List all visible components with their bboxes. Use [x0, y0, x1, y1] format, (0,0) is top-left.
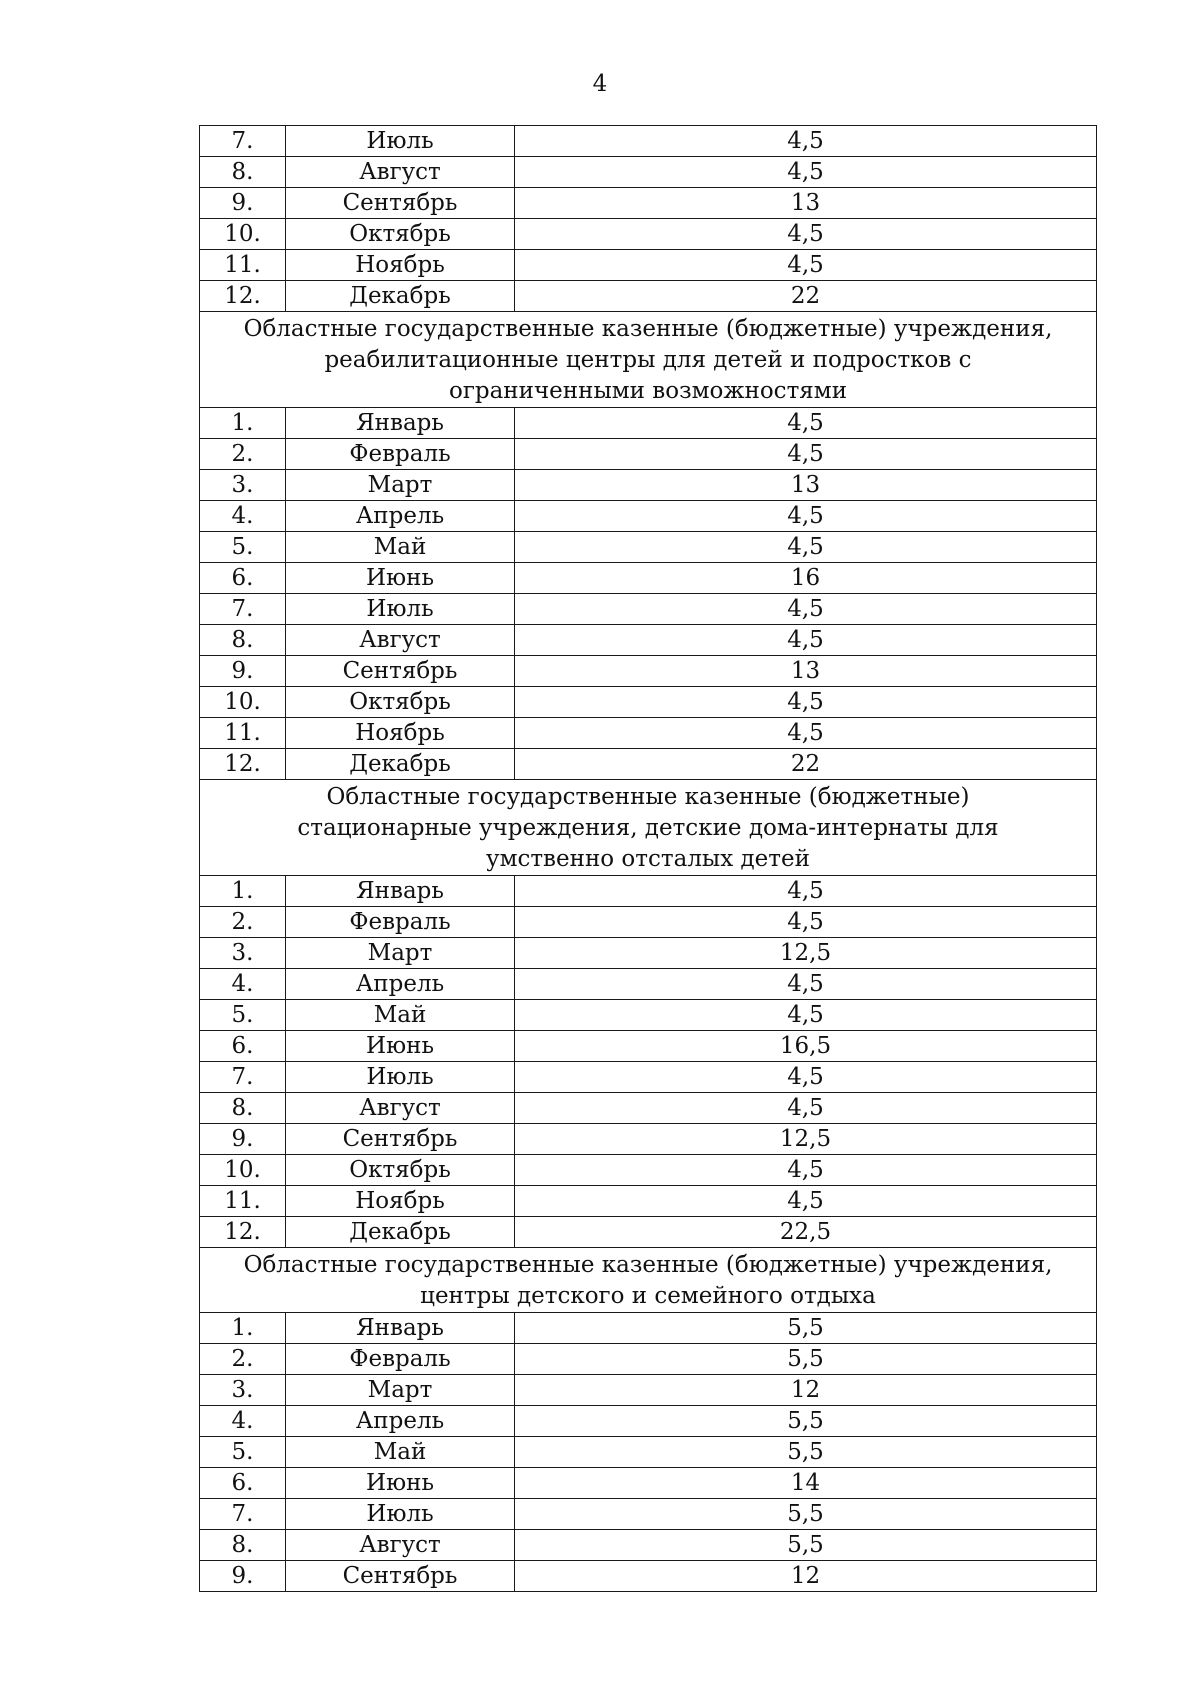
value: 4,5 — [515, 594, 1097, 625]
month-name: Июнь — [286, 1468, 515, 1499]
table-row — [200, 938, 1097, 969]
section-heading-row — [200, 1248, 1097, 1313]
value: 4,5 — [515, 532, 1097, 563]
month-name: Октябрь — [286, 219, 515, 250]
row-number: 5. — [200, 1000, 286, 1031]
month-name: Октябрь — [286, 1155, 515, 1186]
value: 12,5 — [515, 1124, 1097, 1155]
table-row — [200, 1468, 1097, 1499]
value: 5,5 — [515, 1499, 1097, 1530]
table-row — [200, 1499, 1097, 1530]
row-number: 4. — [200, 501, 286, 532]
table-row — [200, 969, 1097, 1000]
table-row — [200, 1344, 1097, 1375]
month-name: Декабрь — [286, 749, 515, 780]
month-name: Март — [286, 1375, 515, 1406]
row-number: 9. — [200, 1124, 286, 1155]
month-name: Июнь — [286, 1031, 515, 1062]
value: 5,5 — [515, 1437, 1097, 1468]
value: 4,5 — [515, 876, 1097, 907]
table-row — [200, 749, 1097, 780]
value: 4,5 — [515, 501, 1097, 532]
value: 22 — [515, 281, 1097, 312]
section-heading: Областные государственные казенные (бюджетные) учреждения, центры детского и семейного отдыха — [200, 1248, 1097, 1313]
month-name: Сентябрь — [286, 188, 515, 219]
row-number: 8. — [200, 625, 286, 656]
row-number: 10. — [200, 1155, 286, 1186]
month-name: Ноябрь — [286, 1186, 515, 1217]
value: 22 — [515, 749, 1097, 780]
value: 4,5 — [515, 219, 1097, 250]
row-number: 9. — [200, 188, 286, 219]
table-row — [200, 188, 1097, 219]
month-name: Март — [286, 470, 515, 501]
row-number: 7. — [200, 126, 286, 157]
row-number: 12. — [200, 281, 286, 312]
page-number: 4 — [592, 71, 608, 97]
value: 4,5 — [515, 1155, 1097, 1186]
row-number: 3. — [200, 1375, 286, 1406]
value: 16 — [515, 563, 1097, 594]
schedule-table — [199, 125, 1097, 1592]
table-row — [200, 1217, 1097, 1248]
table-row — [200, 1375, 1097, 1406]
table-row — [200, 470, 1097, 501]
month-name: Июль — [286, 126, 515, 157]
table-row — [200, 563, 1097, 594]
value: 4,5 — [515, 969, 1097, 1000]
value: 5,5 — [515, 1406, 1097, 1437]
month-name: Февраль — [286, 1344, 515, 1375]
table-row — [200, 1000, 1097, 1031]
row-number: 5. — [200, 532, 286, 563]
row-number: 10. — [200, 687, 286, 718]
value: 5,5 — [515, 1313, 1097, 1344]
value: 13 — [515, 470, 1097, 501]
month-name: Март — [286, 938, 515, 969]
month-name: Июнь — [286, 563, 515, 594]
month-name: Январь — [286, 408, 515, 439]
row-number: 12. — [200, 1217, 286, 1248]
row-number: 11. — [200, 1186, 286, 1217]
value: 4,5 — [515, 157, 1097, 188]
month-name: Ноябрь — [286, 250, 515, 281]
value: 4,5 — [515, 1093, 1097, 1124]
table-row — [200, 532, 1097, 563]
month-name: Май — [286, 1000, 515, 1031]
table-row — [200, 1093, 1097, 1124]
schedule-table-body — [200, 126, 1097, 1592]
row-number: 7. — [200, 1499, 286, 1530]
table-row — [200, 219, 1097, 250]
table-row — [200, 876, 1097, 907]
row-number: 9. — [200, 656, 286, 687]
row-number: 4. — [200, 969, 286, 1000]
table-row — [200, 1031, 1097, 1062]
row-number: 11. — [200, 250, 286, 281]
month-name: Декабрь — [286, 1217, 515, 1248]
table-row — [200, 718, 1097, 749]
month-name: Август — [286, 625, 515, 656]
month-name: Август — [286, 157, 515, 188]
month-name: Январь — [286, 1313, 515, 1344]
row-number: 6. — [200, 563, 286, 594]
value: 4,5 — [515, 408, 1097, 439]
month-name: Январь — [286, 876, 515, 907]
month-name: Сентябрь — [286, 1561, 515, 1592]
row-number: 3. — [200, 938, 286, 969]
table-row — [200, 687, 1097, 718]
table-row — [200, 1561, 1097, 1592]
table-row — [200, 501, 1097, 532]
row-number: 7. — [200, 1062, 286, 1093]
value: 4,5 — [515, 718, 1097, 749]
month-name: Июль — [286, 1062, 515, 1093]
month-name: Сентябрь — [286, 656, 515, 687]
value: 4,5 — [515, 687, 1097, 718]
table-row — [200, 408, 1097, 439]
row-number: 11. — [200, 718, 286, 749]
value: 22,5 — [515, 1217, 1097, 1248]
month-name: Май — [286, 1437, 515, 1468]
table-row — [200, 1062, 1097, 1093]
month-name: Февраль — [286, 439, 515, 470]
section-heading-row — [200, 780, 1097, 876]
row-number: 2. — [200, 439, 286, 470]
row-number: 3. — [200, 470, 286, 501]
table-row — [200, 281, 1097, 312]
month-name: Февраль — [286, 907, 515, 938]
month-name: Сентябрь — [286, 1124, 515, 1155]
value: 12,5 — [515, 938, 1097, 969]
value: 4,5 — [515, 126, 1097, 157]
value: 4,5 — [515, 439, 1097, 470]
row-number: 1. — [200, 408, 286, 439]
month-name: Декабрь — [286, 281, 515, 312]
row-number: 9. — [200, 1561, 286, 1592]
table-row — [200, 1437, 1097, 1468]
month-name: Август — [286, 1093, 515, 1124]
table-row — [200, 594, 1097, 625]
table-row — [200, 1124, 1097, 1155]
row-number: 12. — [200, 749, 286, 780]
value: 4,5 — [515, 907, 1097, 938]
row-number: 10. — [200, 219, 286, 250]
value: 4,5 — [515, 1186, 1097, 1217]
month-name: Октябрь — [286, 687, 515, 718]
month-name: Июль — [286, 1499, 515, 1530]
row-number: 4. — [200, 1406, 286, 1437]
value: 5,5 — [515, 1530, 1097, 1561]
value: 4,5 — [515, 1000, 1097, 1031]
table-row — [200, 1530, 1097, 1561]
table-row — [200, 1186, 1097, 1217]
section-heading-row — [200, 312, 1097, 408]
value: 12 — [515, 1375, 1097, 1406]
month-name: Апрель — [286, 501, 515, 532]
row-number: 2. — [200, 1344, 286, 1375]
table-row — [200, 907, 1097, 938]
month-name: Апрель — [286, 969, 515, 1000]
row-number: 1. — [200, 876, 286, 907]
value: 4,5 — [515, 625, 1097, 656]
value: 12 — [515, 1561, 1097, 1592]
table-row — [200, 1155, 1097, 1186]
value: 13 — [515, 188, 1097, 219]
row-number: 6. — [200, 1468, 286, 1499]
row-number: 8. — [200, 1530, 286, 1561]
month-name: Май — [286, 532, 515, 563]
table-row — [200, 126, 1097, 157]
table-row — [200, 157, 1097, 188]
table-row — [200, 625, 1097, 656]
value: 4,5 — [515, 250, 1097, 281]
month-name: Апрель — [286, 1406, 515, 1437]
month-name: Август — [286, 1530, 515, 1561]
value: 5,5 — [515, 1344, 1097, 1375]
table-row — [200, 1313, 1097, 1344]
section-heading: Областные государственные казенные (бюджетные) стационарные учреждения, детские дома-интернаты для умственно отсталых детей — [200, 780, 1097, 876]
table-row — [200, 439, 1097, 470]
value: 14 — [515, 1468, 1097, 1499]
month-name: Июль — [286, 594, 515, 625]
value: 16,5 — [515, 1031, 1097, 1062]
row-number: 8. — [200, 157, 286, 188]
table-row — [200, 250, 1097, 281]
row-number: 8. — [200, 1093, 286, 1124]
month-name: Ноябрь — [286, 718, 515, 749]
value: 13 — [515, 656, 1097, 687]
row-number: 2. — [200, 907, 286, 938]
table-row — [200, 656, 1097, 687]
table-row — [200, 1406, 1097, 1437]
row-number: 7. — [200, 594, 286, 625]
section-heading: Областные государственные казенные (бюджетные) учреждения, реабилитационные центры для детей и подростков с ограниченными возможностями — [200, 312, 1097, 408]
row-number: 1. — [200, 1313, 286, 1344]
value: 4,5 — [515, 1062, 1097, 1093]
row-number: 6. — [200, 1031, 286, 1062]
row-number: 5. — [200, 1437, 286, 1468]
